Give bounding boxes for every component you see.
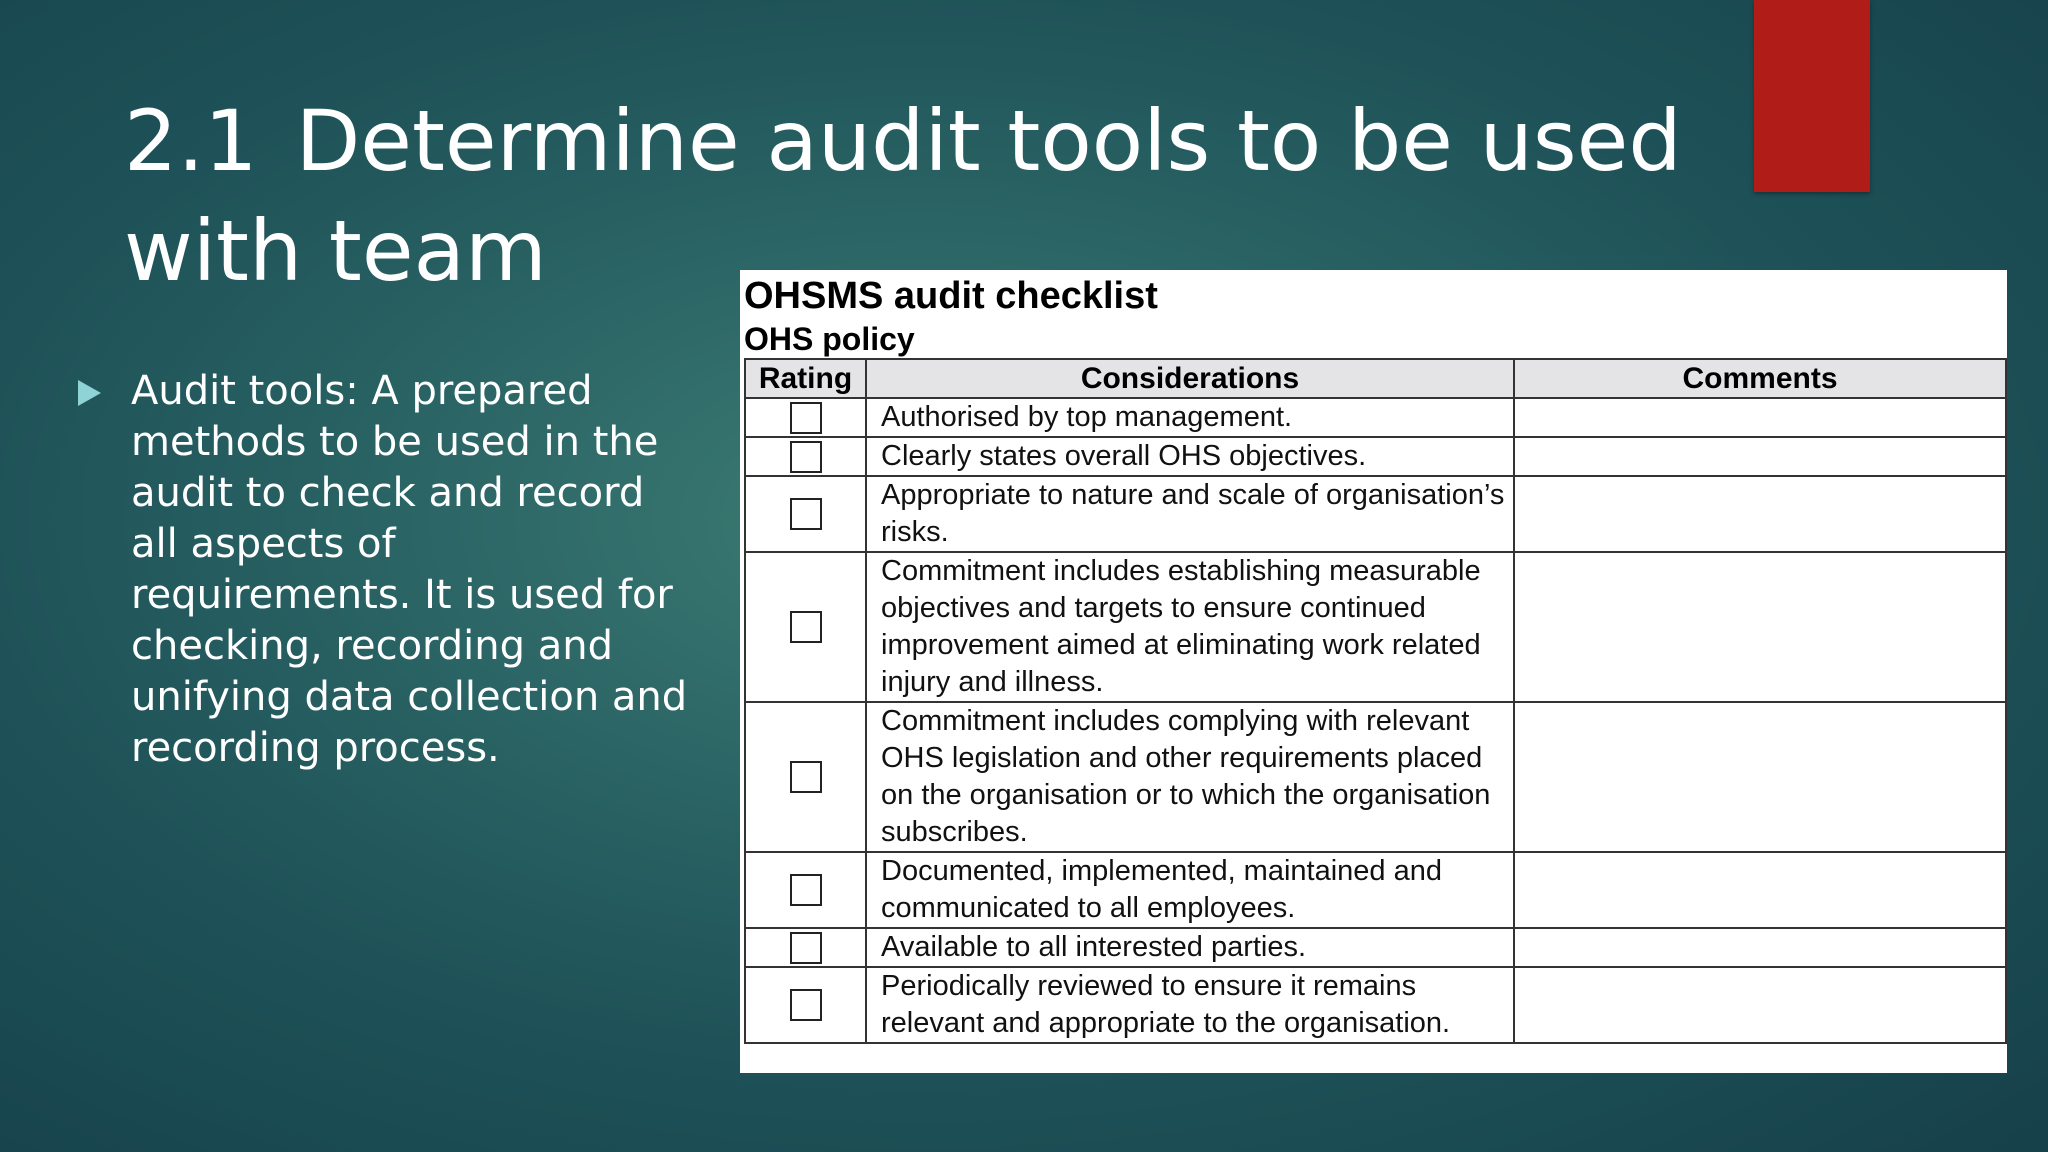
comment-cell[interactable] xyxy=(1514,928,2006,967)
title-number: 2.1 xyxy=(124,92,258,190)
table-row xyxy=(745,437,2006,476)
title-text: Determine audit tools to be used with team xyxy=(124,92,1682,300)
rating-cell xyxy=(745,967,866,1043)
audit-checklist xyxy=(740,270,2007,1073)
rating-cell xyxy=(745,928,866,967)
comment-cell[interactable] xyxy=(1514,552,2006,702)
checklist-subtitle: OHS policy xyxy=(744,321,915,357)
consideration-cell: Clearly states overall OHS objectives. xyxy=(866,437,1514,476)
rating-checkbox[interactable] xyxy=(790,874,822,906)
rating-checkbox[interactable] xyxy=(790,761,822,793)
checklist-table xyxy=(744,358,2007,1044)
consideration-cell: Commitment includes establishing measurable objectives and targets to ensure continued improvement aimed at eliminating work related injury and illness. xyxy=(866,552,1514,702)
table-header-row xyxy=(745,359,2006,398)
table-row xyxy=(745,398,2006,437)
consideration-cell: Periodically reviewed to ensure it remains relevant and appropriate to the organisation. xyxy=(866,967,1514,1043)
rating-cell xyxy=(745,852,866,928)
rating-checkbox[interactable] xyxy=(790,498,822,530)
rating-cell xyxy=(745,398,866,437)
rating-checkbox[interactable] xyxy=(790,611,822,643)
consideration-cell: Commitment includes complying with relevant OHS legislation and other requirements placed on the organisation or to which the organisation subscribes. xyxy=(866,702,1514,852)
comment-cell[interactable] xyxy=(1514,437,2006,476)
comment-cell[interactable] xyxy=(1514,702,2006,852)
accent-tab xyxy=(1754,0,1870,192)
bullet-arrow-icon xyxy=(78,380,101,406)
rating-cell xyxy=(745,552,866,702)
consideration-cell: Appropriate to nature and scale of organisation’s risks. xyxy=(866,476,1514,552)
comment-cell[interactable] xyxy=(1514,476,2006,552)
header-rating: Rating xyxy=(745,359,866,398)
rating-checkbox[interactable] xyxy=(790,441,822,473)
rating-checkbox[interactable] xyxy=(790,989,822,1021)
consideration-cell: Authorised by top management. xyxy=(866,398,1514,437)
rating-checkbox[interactable] xyxy=(790,402,822,434)
comment-cell[interactable] xyxy=(1514,852,2006,928)
rating-cell xyxy=(745,702,866,852)
consideration-cell: Documented, implemented, maintained and communicated to all employees. xyxy=(866,852,1514,928)
comment-cell[interactable] xyxy=(1514,398,2006,437)
header-considerations: Considerations xyxy=(866,359,1514,398)
bullet-text: Audit tools: A prepared methods to be used in the audit to check and record all aspects of requirements. It is used for checking, recording and unifying data collection and recording process. xyxy=(131,368,688,771)
bullet-point xyxy=(78,366,688,774)
rating-cell xyxy=(745,476,866,552)
table-row xyxy=(745,967,2006,1043)
rating-cell xyxy=(745,437,866,476)
table-row xyxy=(745,476,2006,552)
checklist-title: OHSMS audit checklist xyxy=(744,275,1158,317)
rating-checkbox[interactable] xyxy=(790,932,822,964)
table-row xyxy=(745,552,2006,702)
table-row xyxy=(745,928,2006,967)
table-row xyxy=(745,852,2006,928)
table-row xyxy=(745,702,2006,852)
comment-cell[interactable] xyxy=(1514,967,2006,1043)
header-comments: Comments xyxy=(1514,359,2006,398)
consideration-cell: Available to all interested parties. xyxy=(866,928,1514,967)
